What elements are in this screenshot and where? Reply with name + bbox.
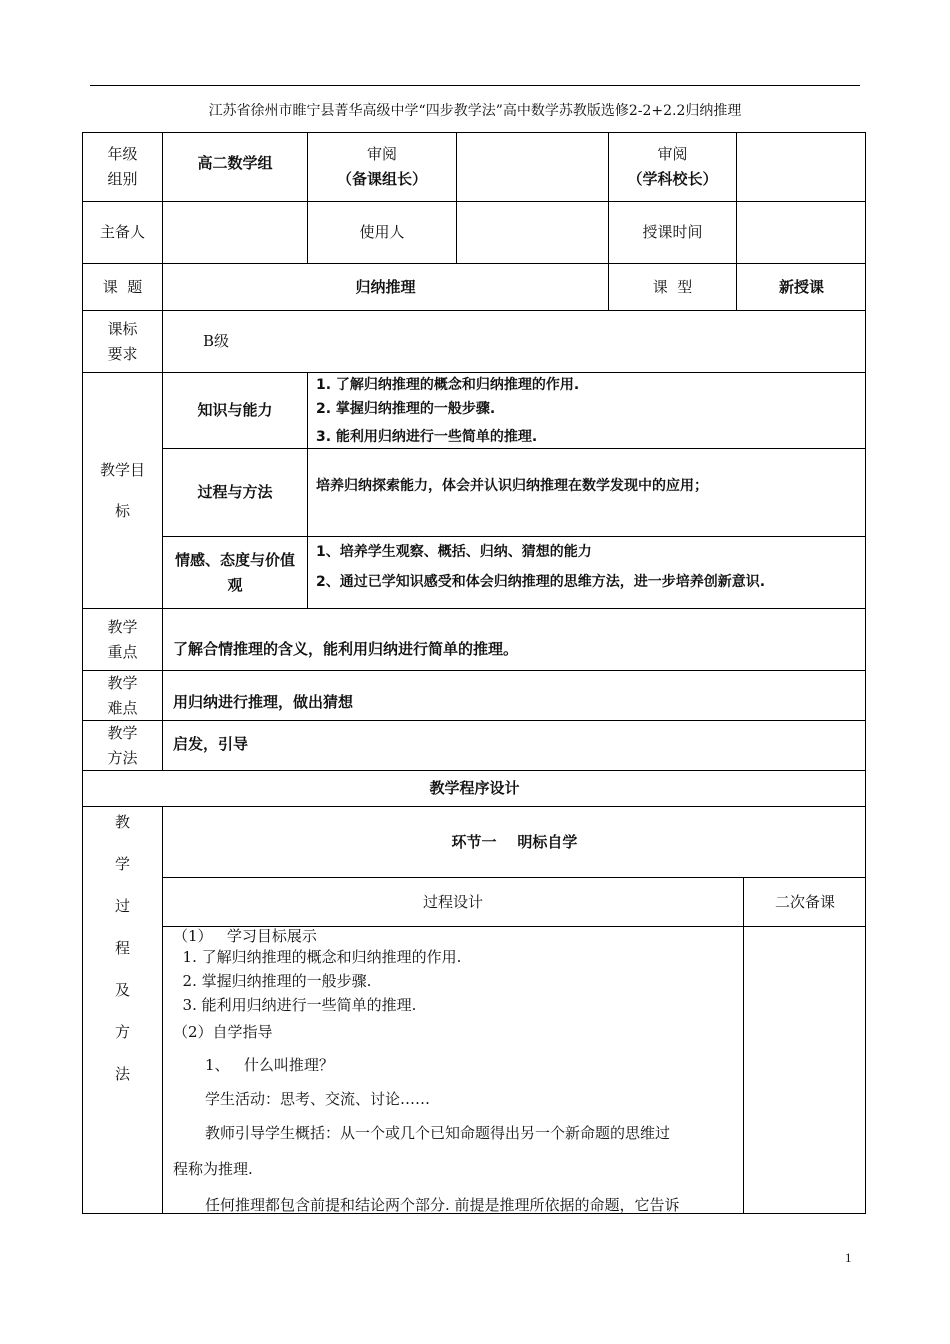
second-preparation-content xyxy=(743,926,866,1214)
teaching-time-value xyxy=(736,201,866,263)
process-method-text: 培养归纳探索能力，体会并认识归纳推理在数学发现中的应用； xyxy=(307,448,866,536)
list-item: 1. 了解归纳推理的概念和归纳推理的作用. xyxy=(316,377,580,393)
content-line: 2. 掌握归纳推理的一般步骤. xyxy=(173,972,372,990)
method-text: 启发，引导 xyxy=(162,720,866,770)
document-header: 江苏省徐州市睢宁县菁华高级中学“四步教学法”高中数学苏教版选修2-2+2.2归纳推理 xyxy=(208,103,742,119)
standard-value: B级 xyxy=(162,310,866,372)
header-rule xyxy=(90,85,860,86)
list-item: 1、培养学生观察、概括、归纳、猜想的能力 xyxy=(316,544,592,560)
process-method-label: 过程与方法 xyxy=(162,448,307,536)
grade-value: 高二数学组 xyxy=(162,132,307,201)
content-line: 1. 了解归纳推理的概念和归纳推理的作用. xyxy=(173,948,462,966)
process-design-content xyxy=(162,926,743,1214)
list-item: 2、通过已学知识感受和体会归纳推理的思维方法，进一步培养创新意识. xyxy=(316,574,766,590)
preparer-value xyxy=(162,201,307,263)
page-number: 1 xyxy=(845,1250,852,1265)
review-group-leader-label: 审阅 （备课组长） xyxy=(307,132,456,201)
list-item: 3. 能利用归纳进行一些简单的推理. xyxy=(316,429,538,445)
user-value xyxy=(456,201,608,263)
difficulty-label: 教学 难点 xyxy=(82,670,162,720)
topic-value: 归纳推理 xyxy=(162,263,608,310)
grade-label: 年级 组别 xyxy=(82,132,162,201)
content-line: 程称为推理. xyxy=(173,1160,253,1178)
review-principal-label: 审阅 （学科校长） xyxy=(608,132,736,201)
objectives-label: 教学目 标 xyxy=(82,372,162,608)
process-side-label: 教 学 过 程 及 方 法 xyxy=(82,806,162,1214)
knowledge-list xyxy=(307,372,866,448)
content-line: 3. 能利用归纳进行一些简单的推理. xyxy=(173,996,417,1014)
content-line: 1、 什么叫推理？ xyxy=(205,1056,334,1074)
content-line: （2）自学指导 xyxy=(173,1023,273,1041)
column-second-preparation: 二次备课 xyxy=(743,877,866,926)
difficulty-text: 用归纳进行推理，做出猜想 xyxy=(162,670,866,720)
lesson-type-value: 新授课 xyxy=(736,263,866,310)
key-point-label: 教学 重点 xyxy=(82,608,162,670)
lesson-type-label: 课 型 xyxy=(608,263,736,310)
method-label: 教学 方法 xyxy=(82,720,162,770)
content-line: 任何推理都包含前提和结论两个部分. 前提是推理所依据的命题，它告诉 xyxy=(205,1196,680,1214)
list-item: 2. 掌握归纳推理的一般步骤. xyxy=(316,401,496,417)
stage-title: 环节一 明标自学 xyxy=(162,806,866,877)
key-point-text: 了解合情推理的含义，能利用归纳进行简单的推理。 xyxy=(162,608,866,670)
program-design-title: 教学程序设计 xyxy=(82,770,866,806)
teaching-time-label: 授课时间 xyxy=(608,201,736,263)
standard-label: 课标 要求 xyxy=(82,310,162,372)
emotion-label: 情感、态度与价值 观 xyxy=(162,536,307,608)
emotion-list xyxy=(307,536,866,608)
content-line: 学生活动：思考、交流、讨论…… xyxy=(205,1090,431,1108)
review-group-leader-value xyxy=(456,132,608,201)
knowledge-label: 知识与能力 xyxy=(162,372,307,448)
topic-label: 课 题 xyxy=(82,263,162,310)
preparer-label: 主备人 xyxy=(82,201,162,263)
content-line: （1） 学习目标展示 xyxy=(173,927,317,945)
review-principal-value xyxy=(736,132,866,201)
column-process-design: 过程设计 xyxy=(162,877,743,926)
user-label: 使用人 xyxy=(307,201,456,263)
content-line: 教师引导学生概括：从一个或几个已知命题得出另一个新命题的思维过 xyxy=(205,1124,671,1142)
